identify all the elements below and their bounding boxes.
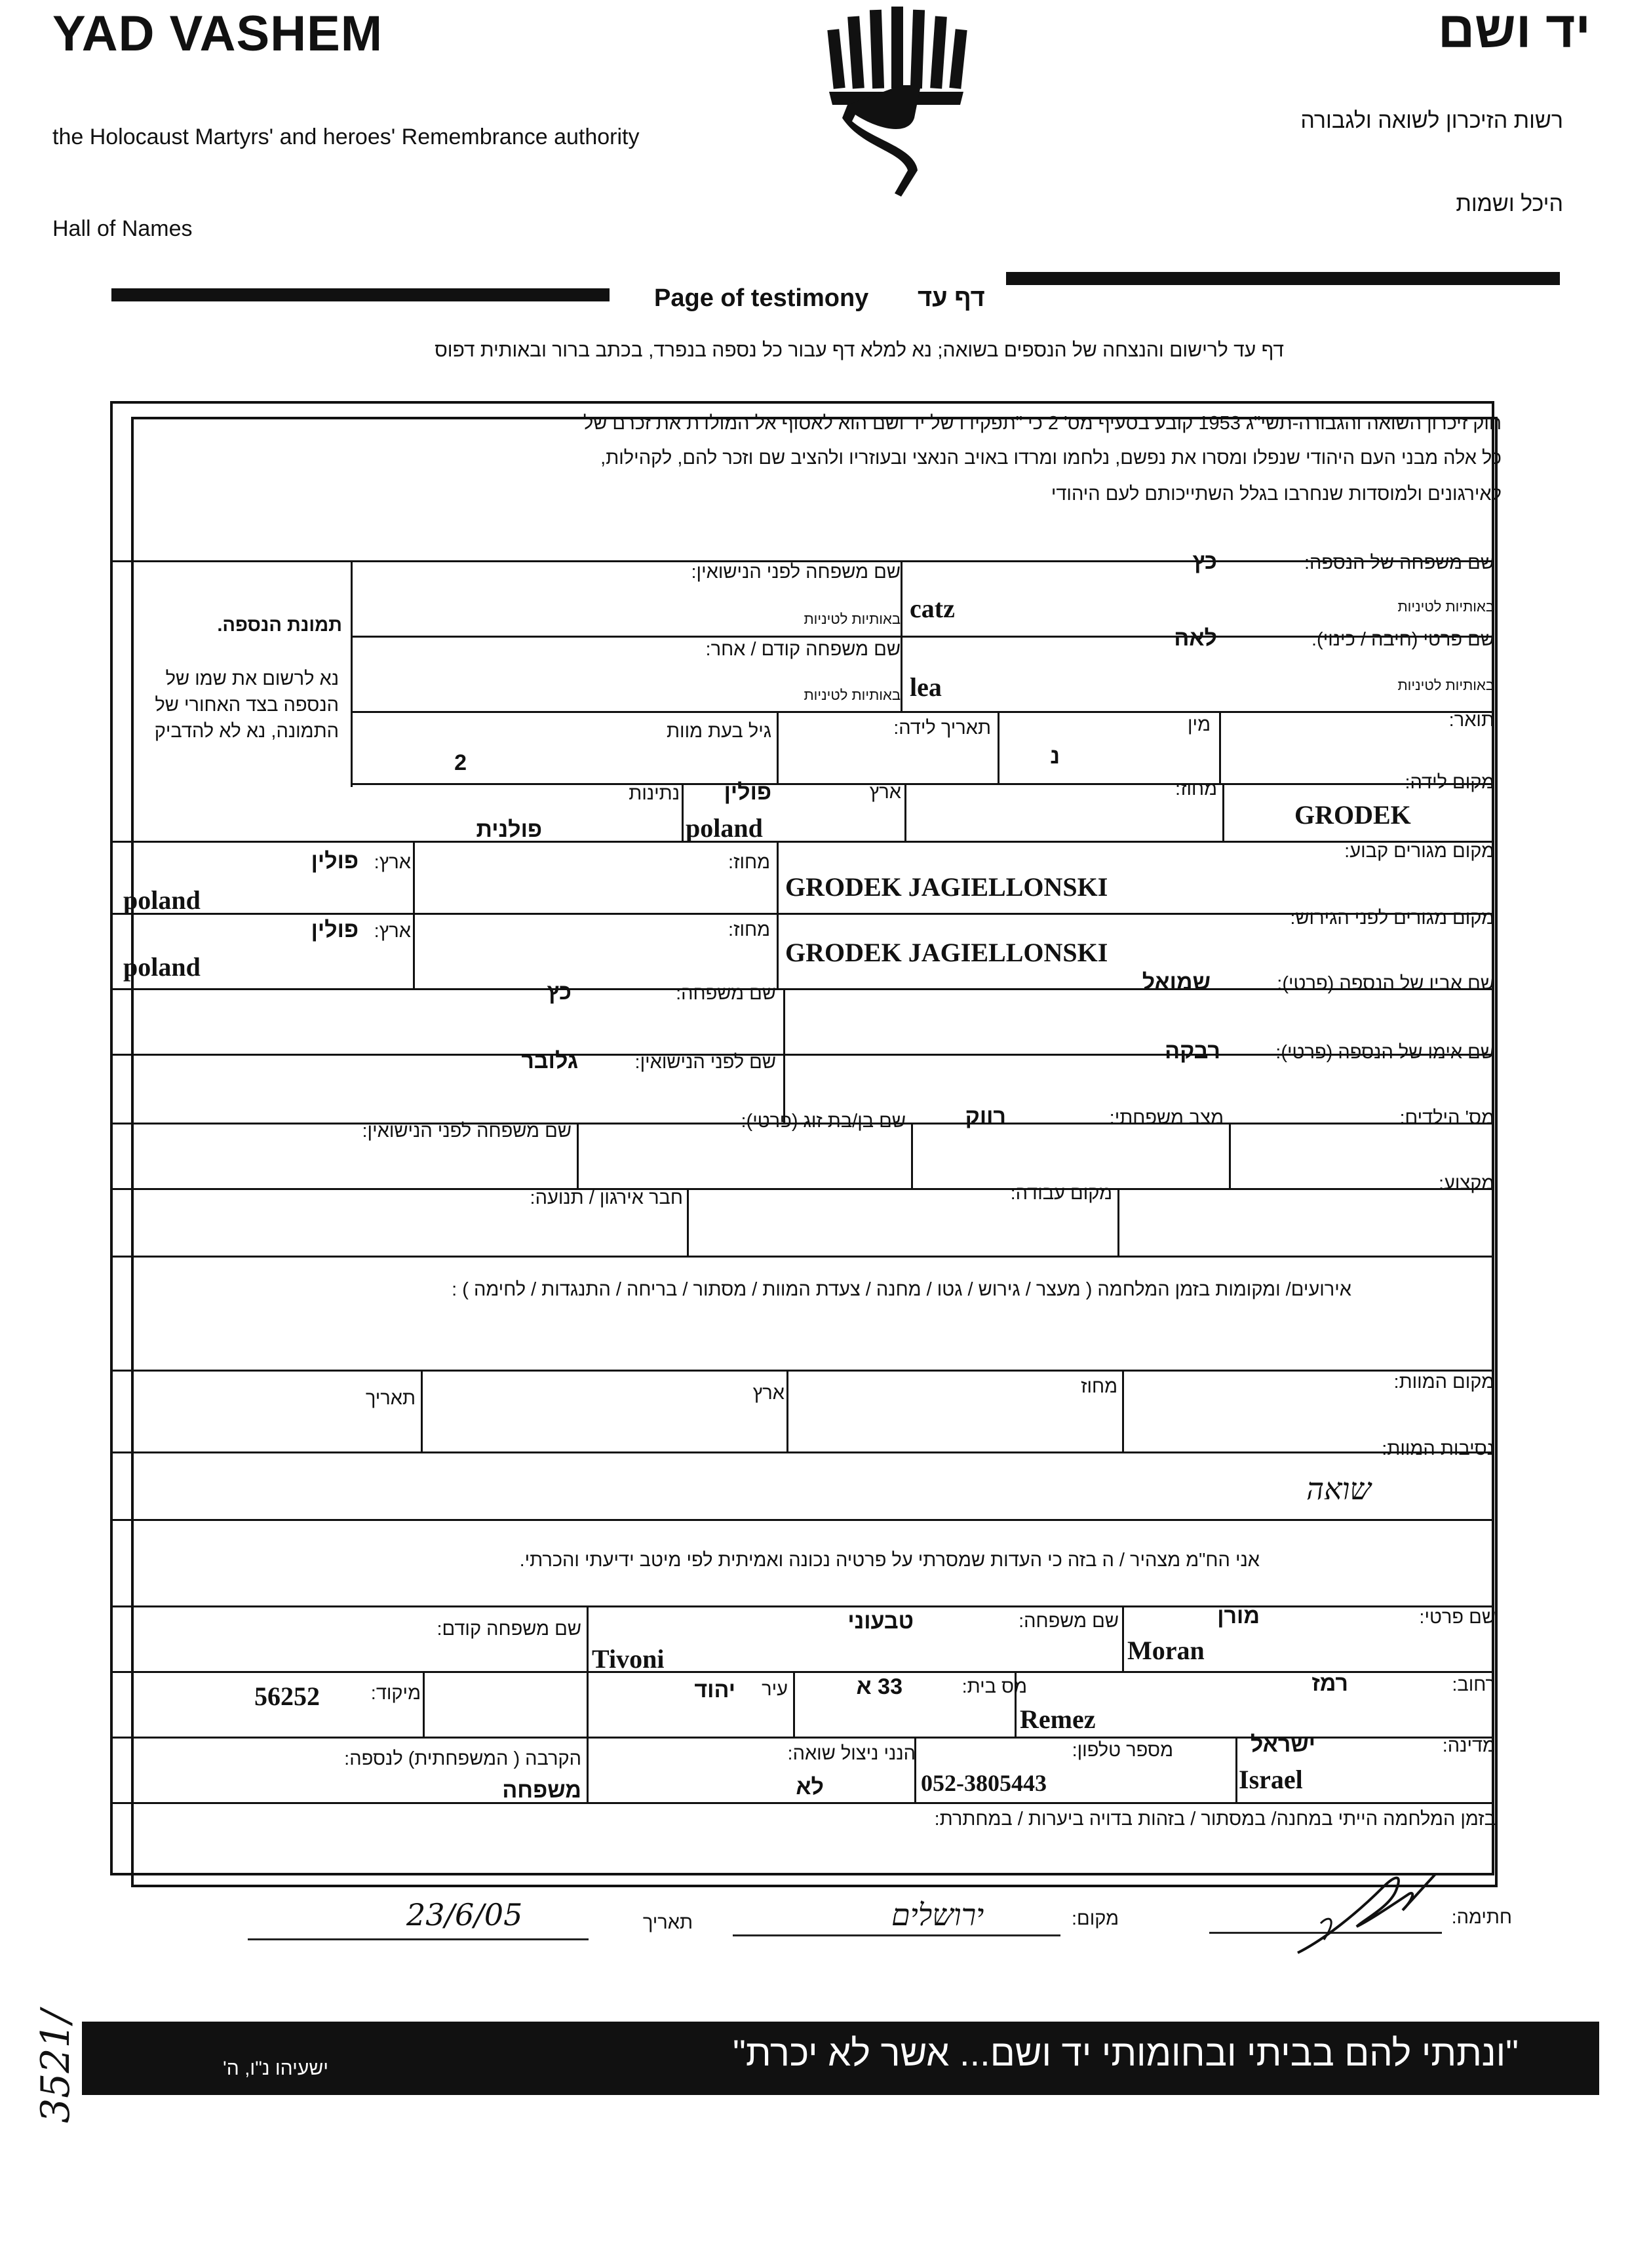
- relation-value: משפחה: [502, 1778, 581, 1803]
- age-value: 2: [454, 750, 467, 775]
- pre-deportation-country-he: פולין: [311, 917, 359, 942]
- signature-label: חתימה:: [1451, 1907, 1512, 1928]
- witness-first-name-latin: Moran: [1127, 1636, 1205, 1665]
- witness-last-name-label: שם משפחה:: [1019, 1611, 1119, 1632]
- hall-of-names-en: Hall of Names: [52, 216, 193, 241]
- page-title-en: Page of testimony: [654, 284, 869, 312]
- header-bar-right: [1006, 272, 1560, 285]
- first-name-latin: lea: [910, 672, 942, 702]
- pre-deportation-label: מקום מגורים לפני הגירוש:: [1290, 908, 1494, 929]
- wartime-status-label: בזמן המלחמה הייתי במחנה/ במסתור / בזהות בדויה ביערות / במחתרת:: [934, 1809, 1496, 1830]
- birth-country-he: פולין: [724, 780, 771, 805]
- birthplace-value: GRODEK: [1294, 800, 1411, 830]
- residence-label: מקום מגורים קבוע:: [1344, 841, 1494, 862]
- photo-line-1: נא לרשום את שמו של: [165, 668, 339, 689]
- photo-line-3: התמונה, נא לא להדביק: [154, 721, 339, 742]
- yad-vashem-logo: [816, 7, 973, 203]
- marital-status-value: רווק: [965, 1104, 1006, 1129]
- spouse-maiden-label: שם משפחה לפני הנישואין:: [362, 1121, 572, 1142]
- mother-label: שם אימו של הנספה (פרטי):: [1275, 1042, 1494, 1063]
- witness-zip-label: מיקוד:: [370, 1683, 421, 1704]
- law-line-3: לאירגונים ולמוסדות שנחרבו בגלל השתייכותם לעם היהודי: [1051, 484, 1502, 505]
- nationality-label: נתינות: [629, 783, 680, 804]
- witness-street-label: רחוב:: [1452, 1674, 1496, 1695]
- place-label: מקום:: [1071, 1908, 1119, 1929]
- photo-line-2: הנספה בצד האחורי של: [155, 695, 339, 716]
- surname-he: כץ: [1192, 549, 1217, 574]
- age-label: גיל בעת מוות: [667, 721, 771, 742]
- residence-country-he: פולין: [311, 849, 359, 874]
- title-en: YAD VASHEM: [52, 6, 383, 62]
- birthplace-label: מקום לידה:: [1405, 772, 1494, 793]
- maiden-name-label: שם משפחה לפני הנישואין:: [691, 562, 901, 583]
- death-date-label: תאריך: [365, 1388, 416, 1409]
- nationality-value: פולנית: [476, 817, 542, 842]
- place-line: [733, 1934, 1060, 1936]
- residence-country-label: ארץ:: [374, 852, 411, 873]
- pre-deportation-value: GRODEK JAGIELLONSKI: [785, 938, 1108, 967]
- death-country-label: ארץ: [752, 1383, 785, 1404]
- witness-house-number-label: מס בית:: [961, 1676, 1027, 1697]
- workplace-label: מקום עבודה:: [1010, 1183, 1112, 1204]
- first-name-latin-label: באותיות לטיניות: [1397, 677, 1494, 693]
- death-district-label: מחוז: [1081, 1376, 1117, 1397]
- page-title-he: דף עד: [918, 284, 985, 312]
- margin-number-text: 3521/: [33, 2010, 79, 2123]
- residence-value: GRODEK JAGIELLONSKI: [785, 872, 1108, 902]
- father-label: שם אביו של הנספה (פרטי):: [1277, 973, 1494, 994]
- gender-value: נ: [1050, 744, 1060, 769]
- relation-label: הקרבה ( המשפחתית) לנספה:: [344, 1748, 581, 1769]
- death-circumstances-label: נסיבות המוות:: [1382, 1438, 1494, 1459]
- survivor-label: הנני ניצול שואה:: [787, 1743, 916, 1764]
- witness-phone-label: מספר טלפון:: [1072, 1740, 1173, 1761]
- death-circumstances-value: שואה: [1306, 1471, 1371, 1507]
- declaration: אני הח"מ מצהיר / ה בזה כי העדות שמסרתי על פרטיה נכונה ואמיתית לפי מיטב ידיעתי והכרתי.: [519, 1550, 1260, 1571]
- spouse-label: שם בן/בת זוג (פרטי):: [741, 1111, 906, 1132]
- gender-label: מין: [1188, 714, 1211, 735]
- hall-of-names-he: היכל ושמות: [1456, 191, 1563, 216]
- father-value: שמואל: [1142, 970, 1211, 995]
- law-line-2: כל אלה מבני העם היהודי שנפלו ומסרו את נפשם, נלחמו ומרדו באויב הנאצי ובעוזריו ולהציב שם וזכר להם, לקהילות,: [600, 448, 1502, 469]
- death-place-label: מקום המוות:: [1393, 1372, 1494, 1393]
- pre-deportation-country-label: ארץ:: [374, 921, 411, 942]
- pre-deportation-country-latin: poland: [123, 952, 201, 982]
- witness-zip: 56252: [254, 1682, 320, 1711]
- surname-latin-label: באותיות לטיניות: [1397, 598, 1494, 615]
- mother-maiden-label: שם לפני הנישואין:: [634, 1052, 776, 1073]
- maiden-latin-label: באותיות לטיניות: [804, 611, 901, 627]
- witness-phone: 052-3805443: [921, 1770, 1047, 1796]
- witness-house-number: 33 א: [856, 1674, 902, 1699]
- father-family-value: כץ: [547, 980, 572, 1005]
- witness-country-label: מדינה:: [1442, 1735, 1496, 1756]
- pre-deportation-district-label: מחוז:: [728, 919, 770, 940]
- law-line-1: חוק זיכרון השואה והגבורה-תשי"ג 1953 קובע בסעיף מס' 2 כי "תפקידו של יד ושם הוא לאסוף אל המולדת את זכרם של: [583, 413, 1502, 434]
- father-family-label: שם משפחה:: [676, 983, 776, 1004]
- margin-number: [0, 1912, 79, 2123]
- instructions: דף עד לרישום והנצחה של הנספים בשואה; נא למלא דף עבור כל נספה בנפרד, בכתב ברור ובאותית דפוס: [435, 339, 1284, 361]
- witness-last-name-he: טבעוני: [847, 1609, 914, 1634]
- birth-country-label: ארץ: [869, 782, 901, 803]
- witness-last-name-latin: Tivoni: [592, 1644, 665, 1674]
- photo-title: תמונת הנספה.: [217, 615, 342, 636]
- residence-district-label: מחוז:: [728, 852, 770, 873]
- surname-latin: catz: [910, 594, 955, 623]
- witness-country-he: ישראל: [1250, 1732, 1315, 1757]
- residence-country-latin: poland: [123, 885, 201, 915]
- marital-status-label: מצב משפחתי:: [1109, 1107, 1224, 1128]
- witness-city: יהוד: [694, 1678, 735, 1702]
- title-label: תואר:: [1448, 710, 1494, 731]
- date-label: תאריך: [642, 1912, 693, 1933]
- place-value: ירושלים: [891, 1897, 984, 1932]
- birthdate-label: תאריך לידה:: [893, 718, 991, 739]
- prev-latin-label: באותיות לטיניות: [804, 687, 901, 703]
- surname-label: שם משפחה של הנספה:: [1304, 552, 1494, 573]
- children-count-label: מס' הילדים:: [1399, 1107, 1494, 1128]
- witness-street-he: רמז: [1311, 1671, 1348, 1696]
- mother-value: רבקה: [1165, 1039, 1220, 1064]
- subtitle-en: the Holocaust Martyrs' and heroes' Remembrance authority: [52, 125, 640, 149]
- date-line: [248, 1938, 589, 1940]
- witness-previous-surname-label: שם משפחה קודם:: [437, 1619, 581, 1640]
- survivor-value: לא: [796, 1775, 824, 1799]
- footer-quote: "ונתתי להם בביתי ובחומותי יד ושם... אשר לא יכרת": [733, 2032, 1519, 2073]
- mother-maiden-value: גלובר: [521, 1048, 578, 1073]
- title-he: יד ושם: [1437, 1, 1591, 58]
- profession-label: מקצוע:: [1438, 1173, 1494, 1194]
- wartime-events-label: אירועים/ ומקומות בזמן המלחמה ( מעצר / גירוש / גטו / מחנה / צעדת המוות / מסתור / בריחה / התנגדות / לחימה ) :: [452, 1279, 1351, 1300]
- first-name-he: לאה: [1174, 626, 1217, 651]
- witness-first-name-he: מורן: [1217, 1604, 1260, 1628]
- subtitle-he: רשות הזיכרון לשואה ולגבורה: [1300, 108, 1563, 133]
- first-name-label: שם פרטי (חיבה / כינוי):: [1311, 629, 1494, 650]
- witness-first-name-label: שם פרטי:: [1419, 1607, 1496, 1628]
- witness-street-latin: Remez: [1020, 1704, 1096, 1734]
- header-bar-left: [111, 288, 610, 301]
- witness-country-latin: Israel: [1239, 1765, 1303, 1794]
- signature-mark: [1285, 1861, 1448, 1966]
- previous-surname-label: שם משפחה קודם / אחר:: [705, 639, 901, 660]
- organization-label: חבר אירגון / תנועה:: [530, 1187, 683, 1208]
- birthplace-district-label: מחוז:: [1175, 778, 1217, 799]
- witness-city-label: עיר: [762, 1679, 788, 1700]
- birth-country-latin: poland: [686, 813, 763, 843]
- date-value: 23/6/05: [406, 1897, 523, 1932]
- footer-source: ישעיהו נ"ו, ה': [223, 2058, 329, 2079]
